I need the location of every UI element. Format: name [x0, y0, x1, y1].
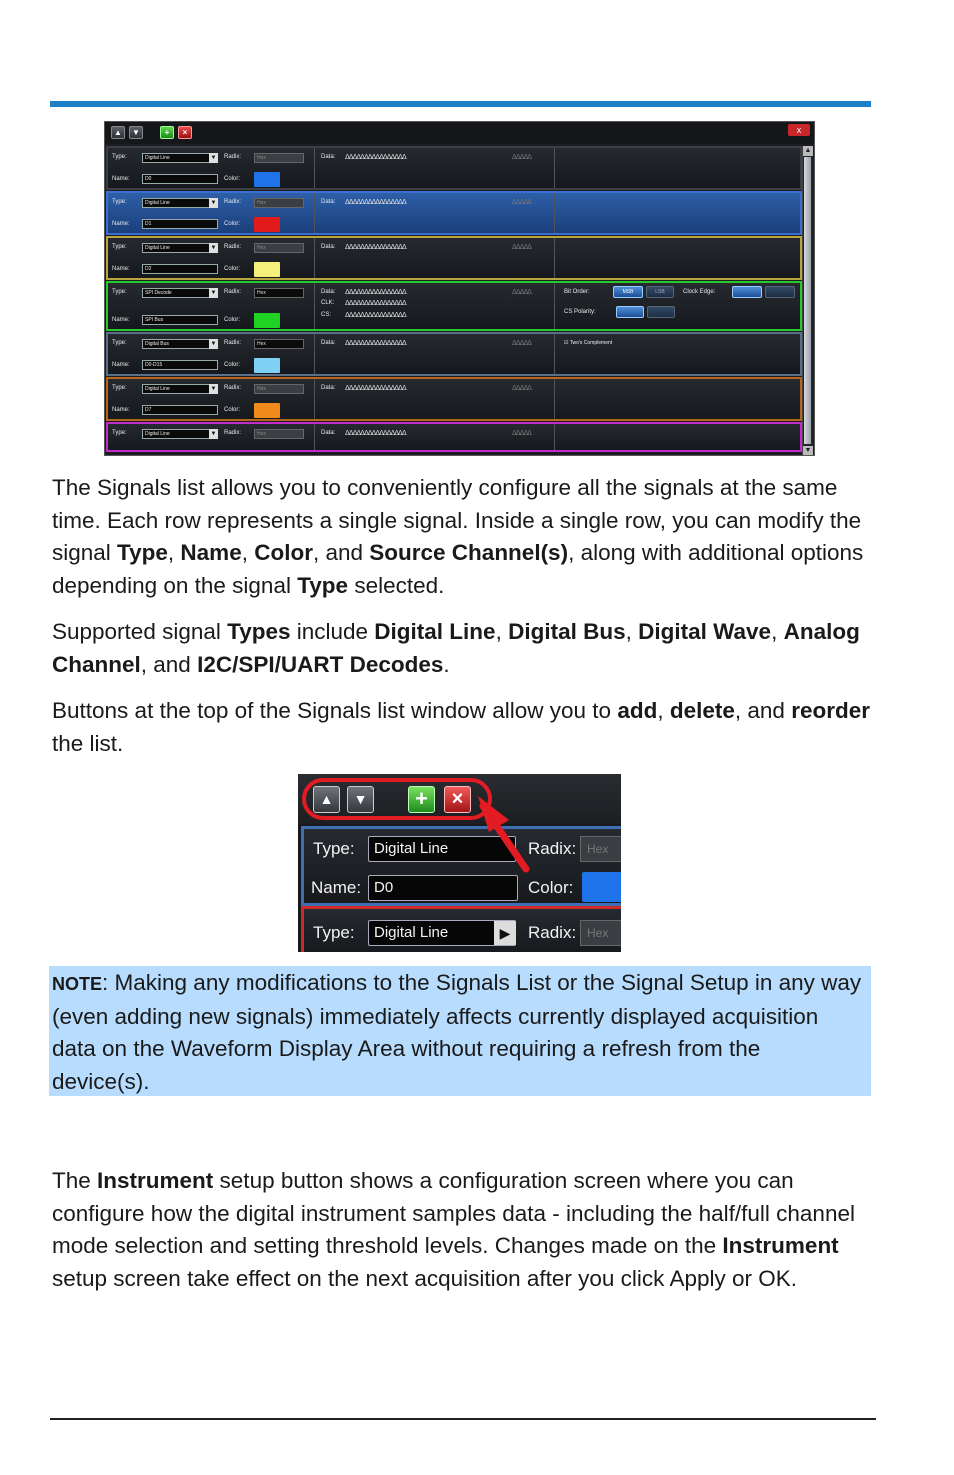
signal-row[interactable]	[106, 377, 802, 421]
text-span: .	[443, 651, 450, 677]
cs-polarity-low-button[interactable]	[616, 306, 644, 318]
text-span: The	[52, 1168, 98, 1193]
text-span: include	[290, 619, 375, 644]
type-select[interactable]	[142, 243, 212, 253]
dropdown-arrow-icon[interactable]: ▼	[210, 290, 217, 296]
name-value: D1	[145, 221, 152, 227]
arrow-down-icon: ▼	[353, 791, 368, 807]
type-label: Type:	[313, 839, 355, 858]
signal-row[interactable]	[106, 146, 802, 190]
dropdown-arrow-icon[interactable]: ▼	[210, 431, 217, 437]
name-value: D0	[145, 176, 152, 182]
intro-paragraph	[52, 472, 892, 602]
color-label: Color:	[224, 362, 241, 368]
signal-rows	[106, 146, 802, 453]
name-label: Name:	[311, 878, 362, 897]
radix-value: Hex	[257, 245, 266, 251]
column-divider	[314, 193, 315, 233]
type-select[interactable]	[142, 429, 212, 439]
text-span: ,	[625, 619, 639, 644]
name-value: D0-D15	[145, 362, 163, 368]
name-value: D0	[374, 879, 394, 896]
scrollbar[interactable]	[802, 146, 813, 456]
cs-polarity-high-button[interactable]	[647, 306, 675, 318]
data-label: Data:	[321, 430, 336, 436]
color-label: Color:	[528, 878, 574, 897]
radix-select[interactable]	[254, 429, 304, 439]
text-span: , along with additional options depending on the signal	[52, 540, 864, 598]
bold-span: add	[617, 698, 658, 723]
bold-span: Instrument	[722, 1233, 839, 1258]
radix-value: Hex	[257, 341, 266, 347]
data-label: Data:	[321, 244, 336, 250]
x-icon: ×	[182, 128, 188, 137]
type-label: Type:	[112, 244, 127, 250]
toolbar-zoom-screenshot	[298, 774, 621, 952]
text-span: setup button shows a configuration screen where you can configure how the digital instrument samples data - including the half/full channel mode selection and setting threshold levels. Changes made on the	[52, 1168, 855, 1258]
radix-label: Radix:	[224, 385, 242, 391]
radix-label: Radix:	[224, 289, 242, 295]
name-value: D2	[145, 266, 152, 272]
type-value: Digital Line	[145, 245, 170, 251]
extra-channel-checkboxes[interactable]: ᐃᐃᐃᐃᐃ	[512, 429, 531, 437]
dropdown-arrow-icon[interactable]: ▼	[210, 155, 217, 161]
name-label: Name:	[112, 266, 130, 272]
radix-label: Radix:	[224, 244, 242, 250]
radix-select[interactable]	[254, 243, 304, 253]
radix-value: Hex	[257, 155, 266, 161]
signals-toolbar	[105, 122, 814, 144]
pointer-arrow-icon	[298, 774, 621, 952]
text-span: , and	[312, 540, 370, 565]
name-input[interactable]	[142, 315, 218, 325]
type-label: Type:	[112, 199, 127, 205]
bold-span: Instrument	[97, 1168, 214, 1193]
radix-select[interactable]	[254, 384, 304, 394]
text-span: Buttons at the top of the Signals list window allow you to	[52, 698, 618, 723]
add-signal-button[interactable]	[160, 126, 174, 139]
bold-span: Analog Channel	[52, 619, 860, 677]
dropdown-arrow-icon[interactable]: ▼	[210, 341, 217, 347]
dropdown-arrow-icon[interactable]: ▼	[210, 386, 217, 392]
bold-span: Source Channel(s)	[369, 540, 569, 565]
scroll-down-icon[interactable]: ▼	[804, 447, 812, 454]
radix-label: Radix:	[528, 923, 577, 942]
color-label: Color:	[224, 407, 241, 413]
text-span: ,	[241, 540, 255, 565]
bold-span: I2C/SPI/UART Decodes	[197, 651, 444, 677]
type-select[interactable]	[142, 339, 212, 349]
column-divider	[554, 379, 555, 419]
color-label: Color:	[224, 176, 241, 182]
arrow-up-icon: ▲	[319, 791, 334, 807]
plus-icon: +	[415, 786, 428, 811]
clock-edge-label: Clock Edge:	[683, 289, 716, 295]
text-span: , and	[734, 698, 792, 723]
channel-checkboxes[interactable]: ᐃᐃᐃᐃᐃᐃᐃᐃᐃᐃᐃᐃᐃᐃᐃᐃ	[345, 384, 406, 392]
extra-channel-checkboxes[interactable]: ᐃᐃᐃᐃᐃ	[512, 153, 531, 161]
cs-polarity-label: CS Polarity:	[564, 309, 596, 315]
text-span: Supported signal	[52, 619, 228, 644]
color-swatch[interactable]	[254, 217, 280, 232]
column-divider	[554, 334, 555, 374]
clk-label: CLK:	[321, 300, 335, 306]
extra-channel-checkboxes[interactable]: ᐃᐃᐃᐃᐃ	[512, 384, 531, 392]
column-divider	[554, 424, 555, 450]
header-rule	[50, 101, 871, 107]
column-divider	[554, 283, 555, 329]
type-label: Type:	[313, 923, 355, 942]
signal-row[interactable]	[106, 281, 802, 331]
plus-icon: +	[164, 128, 170, 137]
type-value: Digital Line	[145, 200, 170, 206]
arrow-up-icon: ▲	[114, 128, 122, 137]
cs-checkboxes[interactable]: ᐃᐃᐃᐃᐃᐃᐃᐃᐃᐃᐃᐃᐃᐃᐃᐃ	[345, 311, 406, 319]
twos-complement-checkbox[interactable]: ☑ Two's Complement	[564, 340, 613, 346]
radix-select[interactable]	[254, 153, 304, 163]
dropdown-arrow-icon[interactable]: ▶	[494, 921, 516, 945]
text-span: ,	[167, 540, 181, 565]
type-label: Type:	[112, 385, 127, 391]
scrollbar-thumb[interactable]	[804, 157, 811, 444]
extra-channel-checkboxes[interactable]: ᐃᐃᐃᐃᐃ	[512, 339, 531, 347]
lsb-button[interactable]	[646, 286, 674, 298]
name-input[interactable]	[142, 174, 218, 184]
msb-label: MSB	[622, 289, 634, 295]
type-value: SPI Decode	[145, 290, 172, 296]
radix-label: Radix:	[224, 199, 242, 205]
lsb-label: LSB	[655, 289, 665, 295]
channel-checkboxes[interactable]: ᐃᐃᐃᐃᐃᐃᐃᐃᐃᐃᐃᐃᐃᐃᐃᐃ	[345, 198, 406, 206]
color-swatch[interactable]	[254, 313, 280, 328]
type-select[interactable]	[142, 153, 212, 163]
clk-checkboxes[interactable]: ᐃᐃᐃᐃᐃᐃᐃᐃᐃᐃᐃᐃᐃᐃᐃᐃ	[345, 299, 406, 307]
extra-channel-checkboxes[interactable]: ᐃᐃᐃᐃᐃ	[512, 243, 531, 251]
signal-types-paragraph	[52, 616, 892, 681]
signals-list-window	[104, 121, 815, 456]
move-up-button[interactable]	[111, 126, 125, 139]
type-value: Digital Line	[374, 840, 449, 857]
data-label: Data:	[321, 340, 336, 346]
buttons-paragraph	[52, 695, 892, 760]
clock-edge-rising-button[interactable]	[732, 286, 762, 298]
text-span: setup screen take effect on the next acquisition after you click Apply or OK.	[52, 1265, 797, 1291]
color-label: Color:	[224, 317, 241, 323]
name-label: Name:	[112, 317, 130, 323]
bold-span: Digital Wave	[638, 619, 772, 644]
column-divider	[314, 238, 315, 278]
radix-value: Hex	[257, 386, 266, 392]
name-label: Name:	[112, 176, 130, 182]
close-window-button[interactable]: x	[788, 124, 810, 136]
bit-order-label: Bit Order:	[564, 289, 590, 295]
color-swatch[interactable]	[254, 403, 280, 418]
instrument-paragraph	[52, 1165, 892, 1295]
color-swatch[interactable]	[254, 358, 280, 373]
delete-signal-button[interactable]	[178, 126, 192, 139]
type-value: Digital Line	[145, 386, 170, 392]
twos-complement-label: Two's Complement	[569, 340, 613, 346]
column-divider	[314, 379, 315, 419]
color-swatch[interactable]	[254, 262, 280, 277]
extra-channel-checkboxes[interactable]: ᐃᐃᐃᐃᐃ	[512, 198, 531, 206]
clock-edge-falling-button[interactable]	[765, 286, 795, 298]
radix-value: Hex	[587, 842, 609, 856]
channel-checkboxes[interactable]: ᐃᐃᐃᐃᐃᐃᐃᐃᐃᐃᐃᐃᐃᐃᐃᐃ	[345, 153, 406, 161]
type-value: Digital Line	[374, 924, 449, 941]
note-box	[49, 966, 871, 1096]
color-swatch[interactable]	[254, 172, 280, 187]
column-divider	[554, 193, 555, 233]
note-label: NOTE	[52, 974, 103, 994]
bold-span: Color	[254, 540, 313, 565]
channel-checkboxes[interactable]: ᐃᐃᐃᐃᐃᐃᐃᐃᐃᐃᐃᐃᐃᐃᐃᐃ	[345, 243, 406, 251]
radix-select[interactable]	[254, 198, 304, 208]
dropdown-arrow-icon[interactable]: ▼	[210, 245, 217, 251]
radix-label: Radix:	[224, 430, 242, 436]
bold-span: Types	[227, 619, 291, 644]
name-label: Name:	[112, 362, 130, 368]
type-value: Digital Line	[145, 431, 170, 437]
name-value: SPI Bus	[145, 317, 164, 323]
extra-channel-checkboxes[interactable]: ᐃᐃᐃᐃᐃ	[512, 288, 531, 296]
text-span: selected.	[348, 572, 445, 598]
color-label: Color:	[224, 266, 241, 272]
bold-span: Name	[180, 540, 242, 565]
text-span: ,	[495, 619, 509, 644]
signal-row[interactable]	[106, 332, 802, 376]
radix-value: Hex	[257, 290, 266, 296]
name-input[interactable]	[142, 264, 218, 274]
arrow-down-icon: ▼	[132, 128, 140, 137]
column-divider	[314, 424, 315, 450]
radix-select[interactable]	[254, 339, 304, 349]
radix-value: Hex	[587, 926, 609, 940]
bold-span: delete	[669, 698, 735, 723]
type-value: Digital Bus	[145, 341, 169, 347]
radix-label: Radix:	[224, 154, 242, 160]
move-down-button[interactable]	[129, 126, 143, 139]
type-select[interactable]	[142, 384, 212, 394]
name-input[interactable]	[142, 405, 218, 415]
type-label: Type:	[112, 154, 127, 160]
note-body: : Making any modifications to the Signals List or the Signal Setup in any way (even adding new signals) immediately affects currently displayed acquisition data on the Waveform Display Area without requiring a refresh from the device(s).	[52, 970, 862, 1094]
radix-value: Hex	[257, 200, 266, 206]
bold-span: Digital Line	[374, 619, 496, 644]
name-value: D7	[145, 407, 152, 413]
column-divider	[554, 238, 555, 278]
name-input[interactable]	[142, 360, 218, 370]
type-label: Type:	[112, 430, 127, 436]
name-input[interactable]	[142, 219, 218, 229]
text-span: the list.	[52, 730, 124, 756]
channel-checkboxes[interactable]: ᐃᐃᐃᐃᐃᐃᐃᐃᐃᐃᐃᐃᐃᐃᐃᐃ	[345, 288, 406, 296]
x-icon: ×	[451, 788, 464, 810]
radix-select[interactable]	[254, 288, 304, 298]
column-divider	[554, 148, 555, 188]
signal-row[interactable]	[106, 191, 802, 235]
data-label: Data:	[321, 385, 336, 391]
signal-row[interactable]	[106, 422, 802, 452]
footer-rule	[50, 1418, 876, 1420]
bold-span: Type	[117, 540, 168, 565]
text-span: , and	[140, 651, 198, 677]
text-span: ,	[771, 619, 784, 644]
channel-checkboxes[interactable]: ᐃᐃᐃᐃᐃᐃᐃᐃᐃᐃᐃᐃᐃᐃᐃᐃ	[345, 429, 406, 437]
text-span: The Signals list allows you to conveniently configure all the signals at the same time. Each row represents a single signal. Inside a single row, you can modify the signal	[52, 475, 862, 565]
color-label: Color:	[224, 221, 241, 227]
radix-label: Radix:	[528, 839, 577, 858]
text-span: ,	[657, 698, 670, 723]
msb-button[interactable]	[613, 286, 643, 298]
bold-span: Type	[297, 572, 349, 598]
data-label: Data:	[321, 199, 336, 205]
column-divider	[314, 334, 315, 374]
name-label: Name:	[112, 221, 130, 227]
bold-span: Digital Bus	[508, 619, 626, 644]
column-divider	[314, 283, 315, 329]
radix-value: Hex	[257, 431, 266, 437]
data-label: Data:	[321, 154, 336, 160]
type-select[interactable]	[142, 288, 212, 298]
cs-label: CS:	[321, 312, 332, 318]
bold-span: reorder	[791, 698, 870, 723]
type-select[interactable]	[142, 198, 212, 208]
radix-label: Radix:	[224, 340, 242, 346]
signal-row[interactable]	[106, 236, 802, 280]
type-value: Digital Line	[145, 155, 170, 161]
type-label: Type:	[112, 340, 127, 346]
type-label: Type:	[112, 289, 127, 295]
dropdown-arrow-icon[interactable]: ▼	[210, 200, 217, 206]
channel-checkboxes[interactable]: ᐃᐃᐃᐃᐃᐃᐃᐃᐃᐃᐃᐃᐃᐃᐃᐃ	[345, 339, 406, 347]
name-label: Name:	[112, 407, 130, 413]
note-text	[52, 967, 862, 1098]
scroll-up-icon[interactable]: ▲	[804, 147, 812, 154]
data-label: Data:	[321, 289, 336, 295]
column-divider	[314, 148, 315, 188]
